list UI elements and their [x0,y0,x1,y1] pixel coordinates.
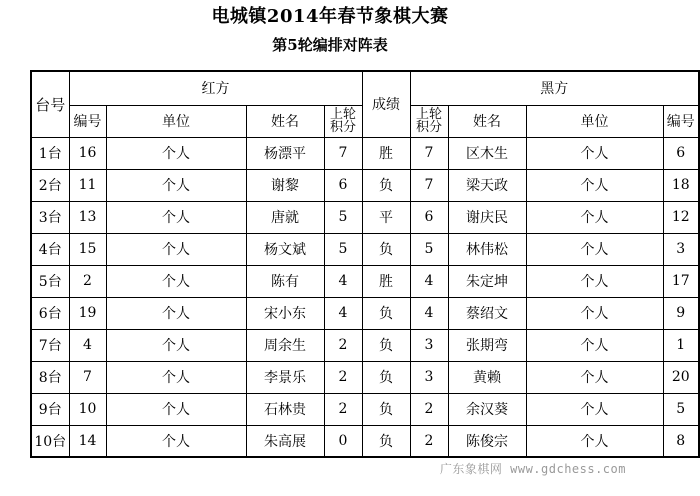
black-number-cell: 20 [663,361,699,393]
black-number-cell: 17 [663,265,699,297]
header-black: 黑方 [410,71,699,105]
black-name-cell: 区木生 [448,137,526,169]
header-red-prev-score [324,105,362,137]
red-score-cell: 2 [324,393,362,425]
table-row [31,233,699,265]
result-cell: 负 [362,233,410,265]
black-score-cell: 4 [410,297,448,329]
red-name-cell: 唐就 [246,201,324,233]
red-name-cell: 宋小东 [246,297,324,329]
red-number-cell: 10 [69,393,106,425]
black-score-cell: 6 [410,201,448,233]
black-score-cell: 7 [410,169,448,201]
black-unit-cell: 个人 [526,329,663,361]
black-number-cell: 6 [663,137,699,169]
header-black-prev-score-line2: 积分 [415,120,442,135]
table-no-cell: 1台 [31,137,69,169]
red-number-cell: 14 [69,425,106,457]
table-row [31,137,699,169]
black-unit-cell: 个人 [526,265,663,297]
table-row [31,329,699,361]
red-name-cell: 陈有 [246,265,324,297]
red-unit-cell: 个人 [106,361,246,393]
black-unit-cell: 个人 [526,137,663,169]
red-score-cell: 6 [324,169,362,201]
red-number-cell: 19 [69,297,106,329]
table-no-cell: 7台 [31,329,69,361]
table-no-cell: 3台 [31,201,69,233]
black-score-cell: 2 [410,393,448,425]
pairing-table-body [31,137,699,457]
table-row [31,201,699,233]
red-name-cell: 杨文斌 [246,233,324,265]
header-result: 成绩 [362,71,410,137]
header-black-unit: 单位 [526,105,663,137]
black-unit-cell: 个人 [526,361,663,393]
header-red-name: 姓名 [246,105,324,137]
black-unit-cell: 个人 [526,201,663,233]
table-row [31,425,699,457]
black-score-cell: 3 [410,329,448,361]
table-row [31,297,699,329]
red-unit-cell: 个人 [106,201,246,233]
black-score-cell: 4 [410,265,448,297]
black-score-cell: 7 [410,137,448,169]
header-black-name: 姓名 [448,105,526,137]
red-score-cell: 5 [324,201,362,233]
red-number-cell: 11 [69,169,106,201]
black-name-cell: 黄赖 [448,361,526,393]
red-unit-cell: 个人 [106,329,246,361]
table-no-cell: 6台 [31,297,69,329]
site-watermark: 广东象棋网 www.gdchess.com [439,462,626,476]
table-no-cell: 5台 [31,265,69,297]
black-number-cell: 12 [663,201,699,233]
red-name-cell: 谢黎 [246,169,324,201]
pairing-table [30,70,700,458]
red-score-cell: 4 [324,265,362,297]
black-unit-cell: 个人 [526,169,663,201]
red-score-cell: 2 [324,361,362,393]
result-cell: 负 [362,393,410,425]
red-name-cell: 朱高展 [246,425,324,457]
header-red-number: 编号 [69,105,106,137]
table-no-cell: 2台 [31,169,69,201]
red-unit-cell: 个人 [106,265,246,297]
table-no-cell: 8台 [31,361,69,393]
black-name-cell: 梁天政 [448,169,526,201]
table-no-cell: 4台 [31,233,69,265]
table-row [31,393,699,425]
result-cell: 负 [362,329,410,361]
result-cell: 负 [362,361,410,393]
header-row-top [31,71,699,105]
black-number-cell: 1 [663,329,699,361]
header-red: 红方 [69,71,362,105]
page-title: 电城镇2014年春节象棋大赛 [211,6,449,27]
red-unit-cell: 个人 [106,297,246,329]
red-unit-cell: 个人 [106,425,246,457]
black-unit-cell: 个人 [526,297,663,329]
table-no-cell: 10台 [31,425,69,457]
black-name-cell: 张期弯 [448,329,526,361]
black-number-cell: 5 [663,393,699,425]
red-number-cell: 15 [69,233,106,265]
result-cell: 负 [362,297,410,329]
table-row [31,361,699,393]
black-number-cell: 18 [663,169,699,201]
black-name-cell: 余汉葵 [448,393,526,425]
red-name-cell: 杨漂平 [246,137,324,169]
red-unit-cell: 个人 [106,169,246,201]
red-number-cell: 16 [69,137,106,169]
black-number-cell: 8 [663,425,699,457]
black-unit-cell: 个人 [526,233,663,265]
black-number-cell: 9 [663,297,699,329]
table-row [31,169,699,201]
table-row [31,265,699,297]
black-score-cell: 2 [410,425,448,457]
black-name-cell: 朱定坤 [448,265,526,297]
red-score-cell: 4 [324,297,362,329]
result-cell: 胜 [362,265,410,297]
result-cell: 胜 [362,137,410,169]
red-score-cell: 0 [324,425,362,457]
red-number-cell: 4 [69,329,106,361]
red-number-cell: 13 [69,201,106,233]
red-score-cell: 5 [324,233,362,265]
red-number-cell: 2 [69,265,106,297]
red-score-cell: 2 [324,329,362,361]
page-subtitle: 第5轮编排对阵表 [272,36,388,54]
header-black-number: 编号 [663,105,699,137]
header-red-unit: 单位 [106,105,246,137]
red-name-cell: 周余生 [246,329,324,361]
header-table-no: 台号 [31,71,69,137]
result-cell: 负 [362,169,410,201]
red-unit-cell: 个人 [106,393,246,425]
black-unit-cell: 个人 [526,425,663,457]
black-name-cell: 谢庆民 [448,201,526,233]
black-score-cell: 3 [410,361,448,393]
black-name-cell: 陈俊宗 [448,425,526,457]
red-number-cell: 7 [69,361,106,393]
red-unit-cell: 个人 [106,137,246,169]
black-score-cell: 5 [410,233,448,265]
black-number-cell: 3 [663,233,699,265]
header-black-prev-score-line1: 上轮 [415,107,442,122]
red-name-cell: 石林贵 [246,393,324,425]
header-red-prev-score-line1: 上轮 [329,107,356,122]
header-black-prev-score [410,105,448,137]
header-red-prev-score-line2: 积分 [329,120,356,135]
black-name-cell: 蔡绍文 [448,297,526,329]
result-cell: 平 [362,201,410,233]
red-name-cell: 李景乐 [246,361,324,393]
table-no-cell: 9台 [31,393,69,425]
red-unit-cell: 个人 [106,233,246,265]
black-name-cell: 林伟松 [448,233,526,265]
red-score-cell: 7 [324,137,362,169]
black-unit-cell: 个人 [526,393,663,425]
result-cell: 负 [362,425,410,457]
